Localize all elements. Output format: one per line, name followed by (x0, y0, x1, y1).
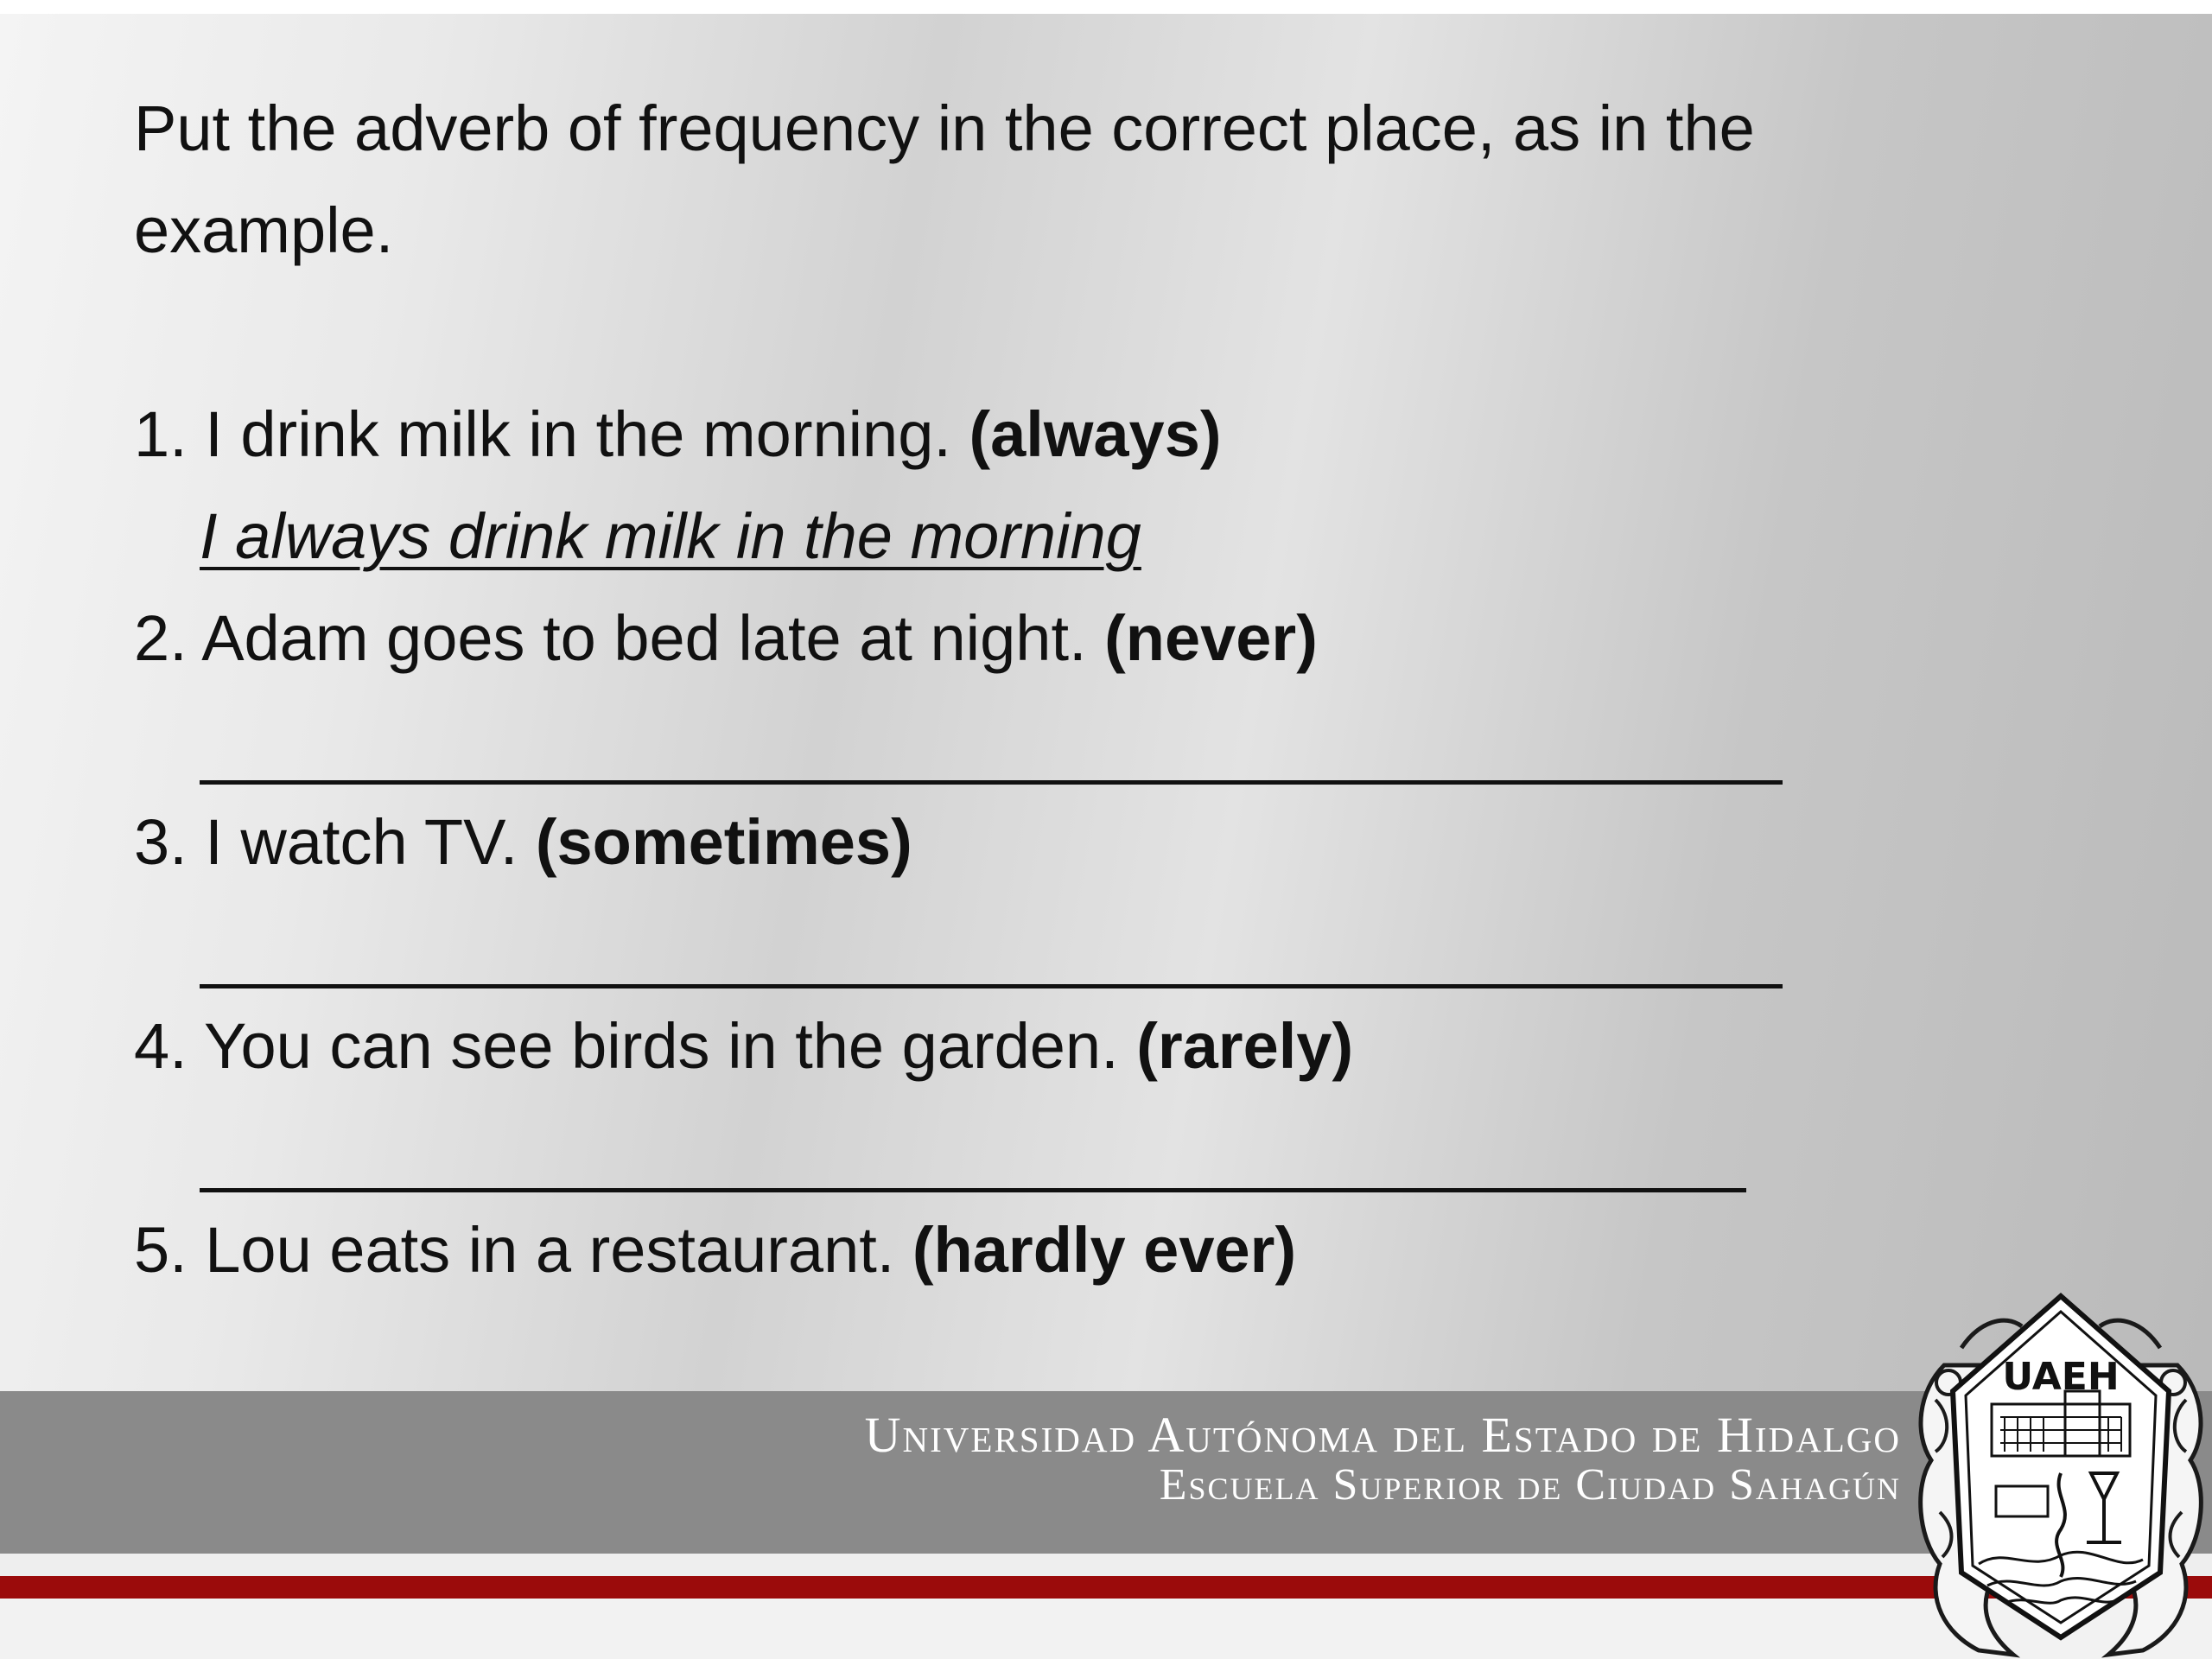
answer-blank-4[interactable] (200, 1188, 1746, 1192)
answer-blank-row-2 (134, 690, 2035, 791)
exercise-content (134, 78, 2035, 1301)
exercise-item-4 (134, 995, 2035, 1097)
item-sentence: 3. I watch TV. (134, 806, 536, 878)
item-adverb: (always) (969, 398, 1222, 470)
item-sentence: 2. Adam goes to bed late at night. (134, 602, 1105, 674)
item-adverb: (hardly ever) (912, 1214, 1297, 1286)
school-name: Escuela Superior de Ciudad Sahagún (1159, 1460, 1901, 1510)
university-seal-icon (1910, 1287, 2212, 1659)
exercise-item-2 (134, 588, 2035, 690)
bottom-strip (0, 1599, 2212, 1659)
instruction-text: Put the adverb of frequency in the correct place, as in the example. (134, 92, 1755, 266)
answer-blank-2[interactable] (200, 780, 1783, 785)
example-answer-text: I always drink milk in the morning (200, 500, 1141, 572)
exercise-item-1 (134, 384, 2035, 486)
footer-divider (0, 1554, 2212, 1576)
item-sentence: 4. You can see birds in the garden. (134, 1010, 1137, 1082)
answer-blank-3[interactable] (200, 984, 1783, 988)
item-adverb: (rarely) (1136, 1010, 1354, 1082)
item-sentence: 5. Lou eats in a restaurant. (134, 1214, 912, 1286)
university-name: Universidad Autónoma del Estado de Hidalgo (864, 1407, 1901, 1463)
exercise-item-3 (134, 791, 2035, 893)
item-sentence: 1. I drink milk in the morning. (134, 398, 969, 470)
item-adverb: (sometimes) (535, 806, 912, 878)
exercise-item-5 (134, 1199, 2035, 1301)
red-stripe (0, 1576, 2212, 1599)
top-edge (0, 0, 2212, 14)
seal-text: UAEH (2002, 1355, 2120, 1399)
example-answer (134, 486, 2035, 588)
answer-blank-row-4 (134, 1097, 2035, 1199)
item-adverb: (never) (1104, 602, 1318, 674)
exercise-list (134, 384, 2035, 1301)
answer-blank-row-3 (134, 893, 2035, 995)
footer-institution (864, 1407, 1901, 1510)
